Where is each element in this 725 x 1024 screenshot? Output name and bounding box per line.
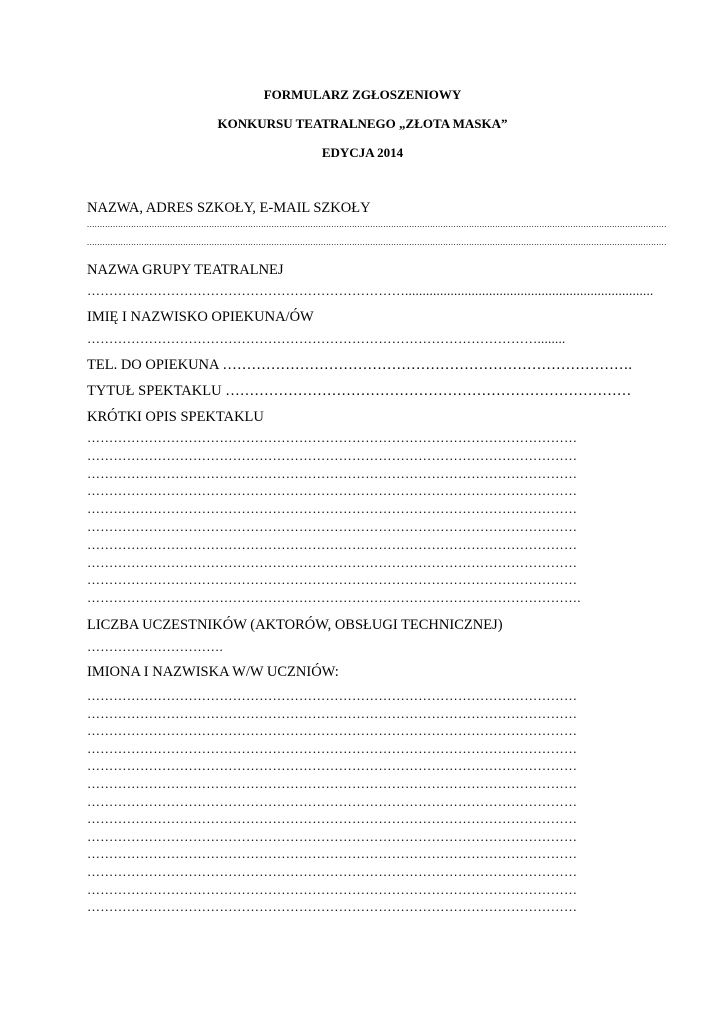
description-line[interactable]: …………………………………………………………………………………………………. [87, 590, 581, 606]
description-line[interactable]: ………………………………………………………………………………………………… [87, 572, 578, 588]
school-label: NAZWA, ADRES SZKOŁY, E-MAIL SZKOŁY [87, 200, 371, 216]
student-line[interactable]: ………………………………………………………………………………………………… [87, 864, 578, 879]
participants-line[interactable]: …………………………. [87, 639, 223, 654]
description-label: KRÓTKI OPIS SPEKTAKLU [87, 409, 264, 425]
student-line[interactable]: ………………………………………………………………………………………………… [87, 705, 578, 721]
description-line[interactable]: ………………………………………………………………………………………………… [87, 483, 578, 499]
form-subtitle: KONKURSU TEATRALNEGO „ZŁOTA MASKA” [217, 116, 508, 131]
student-line[interactable]: ………………………………………………………………………………………………… [87, 758, 578, 774]
group-label: NAZWA GRUPY TEATRALNEJ [87, 262, 284, 278]
students-label: IMIONA I NAZWISKA W/W UCZNIÓW: [87, 664, 339, 680]
school-line-1[interactable]: ............................................................................................................................................................................................................................... [87, 220, 667, 229]
participants-label: LICZBA UCZESTNIKÓW (AKTORÓW, OBSŁUGI TECHNICZNEJ) [87, 617, 503, 633]
student-line[interactable]: ………………………………………………………………………………………………… [87, 740, 578, 756]
phone-field[interactable]: TEL. DO OPIEKUNA …………………………………………………………………………. [87, 357, 632, 373]
form-edition: EDYCJA 2014 [321, 145, 404, 160]
description-line[interactable]: ………………………………………………………………………………………………… [87, 519, 578, 534]
student-line[interactable]: ………………………………………………………………………………………………… [87, 811, 578, 827]
student-line[interactable]: ………………………………………………………………………………………………… [87, 846, 578, 862]
guardian-line[interactable]: …………………………………………………………………………………………........ [87, 331, 566, 346]
student-line[interactable]: ………………………………………………………………………………………………… [87, 899, 578, 915]
guardian-label: IMIĘ I NAZWISKO OPIEKUNA/ÓW [87, 309, 314, 325]
student-line[interactable]: ………………………………………………………………………………………………… [87, 793, 578, 809]
student-line[interactable]: ………………………………………………………………………………………………… [87, 723, 578, 739]
description-line[interactable]: ………………………………………………………………………………………………… [87, 536, 578, 552]
title-field[interactable]: TYTUŁ SPEKTAKLU ………………………………………………………………………… [87, 383, 632, 399]
student-line[interactable]: ………………………………………………………………………………………………… [87, 688, 578, 703]
school-line-2[interactable]: ............................................................................................................................................................................................................................... [87, 238, 667, 247]
description-line[interactable]: ………………………………………………………………………………………………… [87, 501, 578, 517]
description-line[interactable]: ………………………………………………………………………………………………… [87, 554, 578, 570]
form-title: FORMULARZ ZGŁOSZENIOWY [263, 87, 462, 102]
group-line[interactable]: ………………………………………………………………....................................................................... [87, 283, 654, 298]
student-line[interactable]: ………………………………………………………………………………………………… [87, 776, 578, 791]
description-line[interactable]: ………………………………………………………………………………………………… [87, 430, 578, 445]
student-line[interactable]: ………………………………………………………………………………………………… [87, 881, 578, 897]
student-line[interactable]: ………………………………………………………………………………………………… [87, 828, 578, 844]
description-line[interactable]: ………………………………………………………………………………………………… [87, 465, 578, 481]
description-line[interactable]: ………………………………………………………………………………………………… [87, 447, 578, 463]
